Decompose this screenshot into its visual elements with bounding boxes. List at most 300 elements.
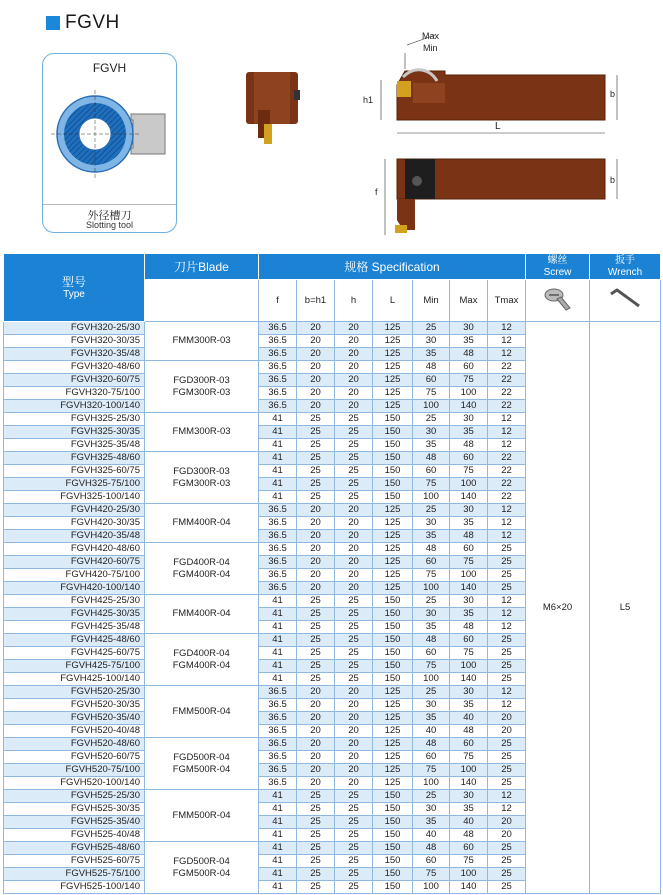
value-cell: 41 xyxy=(259,816,297,829)
value-cell: 36.5 xyxy=(259,556,297,569)
type-cell: FGVH420-30/35 xyxy=(4,517,145,530)
value-cell: 150 xyxy=(373,816,413,829)
value-cell: 125 xyxy=(373,348,413,361)
type-cell: FGVH320-75/100 xyxy=(4,387,145,400)
value-cell: 22 xyxy=(488,387,526,400)
blade-name: FGD500R-04 xyxy=(173,855,230,867)
blade-cell xyxy=(145,322,259,361)
value-cell: 20 xyxy=(335,387,373,400)
value-cell: 20 xyxy=(335,504,373,517)
value-cell: 36.5 xyxy=(259,686,297,699)
value-cell: 22 xyxy=(488,465,526,478)
blade-header: 刀片Blade xyxy=(145,254,259,280)
value-cell: 41 xyxy=(259,790,297,803)
value-cell: 25 xyxy=(488,751,526,764)
type-cell: FGVH325-25/30 xyxy=(4,413,145,426)
value-cell: 20 xyxy=(335,517,373,530)
value-cell: 20 xyxy=(297,348,335,361)
type-cell: FGVH425-48/60 xyxy=(4,634,145,647)
value-cell: 60 xyxy=(450,543,488,556)
value-cell: 12 xyxy=(488,413,526,426)
wrench-value: L5 xyxy=(590,322,661,894)
value-cell: 30 xyxy=(413,335,450,348)
value-cell: 25 xyxy=(335,413,373,426)
value-cell: 41 xyxy=(259,647,297,660)
h1-label: h1 xyxy=(363,95,374,105)
value-cell: 25 xyxy=(488,647,526,660)
value-cell: 20 xyxy=(488,725,526,738)
value-cell: 30 xyxy=(413,426,450,439)
value-cell: 60 xyxy=(413,751,450,764)
type-cell: FGVH525-60/75 xyxy=(4,855,145,868)
value-cell: 41 xyxy=(259,673,297,686)
wrench-icon xyxy=(607,286,643,312)
value-cell: 35 xyxy=(450,335,488,348)
value-cell: 25 xyxy=(297,634,335,647)
value-cell: 60 xyxy=(450,842,488,855)
value-cell: 60 xyxy=(450,452,488,465)
value-cell: 35 xyxy=(450,803,488,816)
type-cell: FGVH325-100/140 xyxy=(4,491,145,504)
header-area xyxy=(0,0,663,253)
type-cell: FGVH520-60/75 xyxy=(4,751,145,764)
col-max: Max xyxy=(450,280,488,322)
value-cell: 25 xyxy=(297,790,335,803)
value-cell: 60 xyxy=(413,374,450,387)
value-cell: 25 xyxy=(488,569,526,582)
value-cell: 25 xyxy=(297,868,335,881)
value-cell: 36.5 xyxy=(259,543,297,556)
type-cell: FGVH325-35/48 xyxy=(4,439,145,452)
value-cell: 20 xyxy=(335,712,373,725)
value-cell: 100 xyxy=(450,478,488,491)
value-cell: 30 xyxy=(450,686,488,699)
value-cell: 48 xyxy=(450,829,488,842)
value-cell: 125 xyxy=(373,777,413,790)
value-cell: 36.5 xyxy=(259,387,297,400)
value-cell: 40 xyxy=(413,829,450,842)
value-cell: 125 xyxy=(373,543,413,556)
value-cell: 48 xyxy=(413,634,450,647)
value-cell: 140 xyxy=(450,777,488,790)
application-card xyxy=(42,53,177,233)
value-cell: 25 xyxy=(335,621,373,634)
value-cell: 35 xyxy=(450,426,488,439)
value-cell: 22 xyxy=(488,491,526,504)
value-cell: 36.5 xyxy=(259,751,297,764)
value-cell: 48 xyxy=(450,725,488,738)
value-cell: 36.5 xyxy=(259,738,297,751)
value-cell: 36.5 xyxy=(259,712,297,725)
screw-image-cell xyxy=(526,280,590,322)
value-cell: 25 xyxy=(335,816,373,829)
value-cell: 20 xyxy=(335,738,373,751)
value-cell: 25 xyxy=(297,647,335,660)
value-cell: 25 xyxy=(335,634,373,647)
type-cell: FGVH425-100/140 xyxy=(4,673,145,686)
value-cell: 150 xyxy=(373,621,413,634)
b-label-bottom: b xyxy=(610,175,616,185)
type-cell: FGVH320-35/48 xyxy=(4,348,145,361)
value-cell: 25 xyxy=(297,842,335,855)
value-cell: 75 xyxy=(413,569,450,582)
value-cell: 30 xyxy=(450,322,488,335)
value-cell: 25 xyxy=(335,452,373,465)
value-cell: 125 xyxy=(373,751,413,764)
l-label: L xyxy=(495,121,501,132)
blade-name: FMM500R-04 xyxy=(172,809,231,821)
value-cell: 20 xyxy=(297,530,335,543)
type-cell: FGVH525-35/40 xyxy=(4,816,145,829)
value-cell: 75 xyxy=(450,556,488,569)
blade-name: FMM400R-04 xyxy=(172,608,231,619)
value-cell: 75 xyxy=(413,868,450,881)
blade-name: FGD400R-04 xyxy=(173,556,230,568)
value-cell: 20 xyxy=(335,361,373,374)
value-cell: 25 xyxy=(488,556,526,569)
value-cell: 20 xyxy=(297,335,335,348)
type-cell: FGVH520-30/35 xyxy=(4,699,145,712)
value-cell: 25 xyxy=(335,478,373,491)
blade-cell xyxy=(145,504,259,543)
value-cell: 20 xyxy=(297,764,335,777)
value-cell: 36.5 xyxy=(259,400,297,413)
slotting-workpiece-icon xyxy=(43,82,178,182)
type-cell: FGVH325-75/100 xyxy=(4,478,145,491)
spec-table xyxy=(3,253,661,894)
value-cell: 20 xyxy=(297,686,335,699)
value-cell: 36.5 xyxy=(259,777,297,790)
value-cell: 20 xyxy=(335,777,373,790)
value-cell: 22 xyxy=(488,361,526,374)
value-cell: 25 xyxy=(297,621,335,634)
value-cell: 25 xyxy=(335,491,373,504)
value-cell: 20 xyxy=(335,699,373,712)
blade-cell xyxy=(145,842,259,894)
value-cell: 20 xyxy=(297,777,335,790)
col-tmax: Tmax xyxy=(488,280,526,322)
value-cell: 25 xyxy=(335,803,373,816)
value-cell: 36.5 xyxy=(259,504,297,517)
value-cell: 150 xyxy=(373,790,413,803)
value-cell: 125 xyxy=(373,322,413,335)
type-cell: FGVH320-60/75 xyxy=(4,374,145,387)
value-cell: 150 xyxy=(373,881,413,894)
tool-end-view-image xyxy=(240,68,310,153)
value-cell: 41 xyxy=(259,855,297,868)
value-cell: 20 xyxy=(297,543,335,556)
value-cell: 41 xyxy=(259,413,297,426)
value-cell: 36.5 xyxy=(259,569,297,582)
value-cell: 25 xyxy=(335,855,373,868)
value-cell: 25 xyxy=(297,413,335,426)
value-cell: 12 xyxy=(488,686,526,699)
value-cell: 25 xyxy=(297,881,335,894)
type-cell: FGVH525-30/35 xyxy=(4,803,145,816)
type-cell: FGVH420-75/100 xyxy=(4,569,145,582)
blade-subheader xyxy=(145,280,259,322)
value-cell: 25 xyxy=(488,764,526,777)
value-cell: 20 xyxy=(488,816,526,829)
value-cell: 125 xyxy=(373,738,413,751)
value-cell: 125 xyxy=(373,335,413,348)
type-cell: FGVH420-100/140 xyxy=(4,582,145,595)
value-cell: 12 xyxy=(488,608,526,621)
value-cell: 41 xyxy=(259,491,297,504)
value-cell: 150 xyxy=(373,660,413,673)
value-cell: 25 xyxy=(335,868,373,881)
screw-icon xyxy=(543,286,573,312)
value-cell: 60 xyxy=(450,361,488,374)
value-cell: 125 xyxy=(373,764,413,777)
value-cell: 100 xyxy=(450,764,488,777)
value-cell: 20 xyxy=(297,400,335,413)
value-cell: 25 xyxy=(297,608,335,621)
value-cell: 140 xyxy=(450,491,488,504)
value-cell: 41 xyxy=(259,868,297,881)
value-cell: 12 xyxy=(488,322,526,335)
type-cell: FGVH525-40/48 xyxy=(4,829,145,842)
value-cell: 25 xyxy=(297,465,335,478)
b-label-top: b xyxy=(610,89,616,99)
max-label: Max xyxy=(422,31,440,41)
value-cell: 150 xyxy=(373,803,413,816)
value-cell: 20 xyxy=(297,699,335,712)
value-cell: 25 xyxy=(297,816,335,829)
type-cell: FGVH525-75/100 xyxy=(4,868,145,881)
value-cell: 25 xyxy=(297,673,335,686)
value-cell: 41 xyxy=(259,439,297,452)
value-cell: 41 xyxy=(259,595,297,608)
blade-cell xyxy=(145,543,259,595)
value-cell: 125 xyxy=(373,530,413,543)
value-cell: 25 xyxy=(488,543,526,556)
value-cell: 150 xyxy=(373,452,413,465)
type-cell: FGVH525-100/140 xyxy=(4,881,145,894)
blade-name: FMM300R-03 xyxy=(172,335,231,346)
value-cell: 150 xyxy=(373,855,413,868)
value-cell: 36.5 xyxy=(259,530,297,543)
value-cell: 20 xyxy=(297,322,335,335)
value-cell: 20 xyxy=(335,569,373,582)
value-cell: 25 xyxy=(488,881,526,894)
type-cell: FGVH520-40/48 xyxy=(4,725,145,738)
card-caption-en: Slotting tool xyxy=(85,220,134,230)
value-cell: 20 xyxy=(335,348,373,361)
value-cell: 100 xyxy=(413,881,450,894)
value-cell: 12 xyxy=(488,348,526,361)
value-cell: 140 xyxy=(450,881,488,894)
blade-name: FMM400R-04 xyxy=(172,517,231,528)
value-cell: 12 xyxy=(488,530,526,543)
blade-name: FMM300R-03 xyxy=(172,426,231,437)
value-cell: 150 xyxy=(373,868,413,881)
value-cell: 35 xyxy=(413,439,450,452)
value-cell: 20 xyxy=(297,387,335,400)
value-cell: 25 xyxy=(335,790,373,803)
value-cell: 75 xyxy=(413,478,450,491)
value-cell: 36.5 xyxy=(259,335,297,348)
value-cell: 75 xyxy=(413,764,450,777)
type-cell: FGVH325-30/35 xyxy=(4,426,145,439)
value-cell: 25 xyxy=(488,777,526,790)
value-cell: 75 xyxy=(450,751,488,764)
f-label: f xyxy=(375,187,378,197)
value-cell: 12 xyxy=(488,517,526,530)
value-cell: 30 xyxy=(450,504,488,517)
value-cell: 48 xyxy=(413,361,450,374)
value-cell: 150 xyxy=(373,426,413,439)
value-cell: 25 xyxy=(297,829,335,842)
value-cell: 41 xyxy=(259,621,297,634)
type-cell: FGVH320-30/35 xyxy=(4,335,145,348)
type-cell: FGVH520-100/140 xyxy=(4,777,145,790)
value-cell: 25 xyxy=(335,595,373,608)
value-cell: 20 xyxy=(297,725,335,738)
value-cell: 20 xyxy=(297,374,335,387)
screw-header: 螺丝 Screw xyxy=(526,254,590,280)
value-cell: 25 xyxy=(335,647,373,660)
value-cell: 75 xyxy=(450,855,488,868)
value-cell: 20 xyxy=(335,335,373,348)
value-cell: 36.5 xyxy=(259,764,297,777)
value-cell: 20 xyxy=(488,829,526,842)
value-cell: 25 xyxy=(413,595,450,608)
blade-name: FGD300R-03 xyxy=(173,465,230,477)
value-cell: 125 xyxy=(373,582,413,595)
value-cell: 20 xyxy=(335,400,373,413)
value-cell: 22 xyxy=(488,374,526,387)
blade-cell xyxy=(145,361,259,413)
value-cell: 36.5 xyxy=(259,361,297,374)
value-cell: 150 xyxy=(373,478,413,491)
value-cell: 48 xyxy=(413,738,450,751)
type-cell: FGVH520-35/40 xyxy=(4,712,145,725)
value-cell: 41 xyxy=(259,465,297,478)
value-cell: 25 xyxy=(335,439,373,452)
value-cell: 75 xyxy=(450,374,488,387)
value-cell: 25 xyxy=(297,478,335,491)
value-cell: 25 xyxy=(488,673,526,686)
type-cell: FGVH420-25/30 xyxy=(4,504,145,517)
value-cell: 25 xyxy=(488,660,526,673)
value-cell: 20 xyxy=(335,751,373,764)
value-cell: 41 xyxy=(259,634,297,647)
type-cell: FGVH325-60/75 xyxy=(4,465,145,478)
value-cell: 100 xyxy=(450,569,488,582)
value-cell: 30 xyxy=(413,699,450,712)
value-cell: 12 xyxy=(488,699,526,712)
blade-name: FGD300R-03 xyxy=(173,374,230,386)
value-cell: 75 xyxy=(450,647,488,660)
tool-side-view-drawing xyxy=(355,25,630,250)
value-cell: 25 xyxy=(488,634,526,647)
value-cell: 25 xyxy=(297,595,335,608)
value-cell: 60 xyxy=(413,556,450,569)
blade-cell xyxy=(145,686,259,738)
value-cell: 100 xyxy=(450,868,488,881)
value-cell: 25 xyxy=(335,426,373,439)
value-cell: 75 xyxy=(413,387,450,400)
value-cell: 25 xyxy=(297,452,335,465)
value-cell: 48 xyxy=(450,621,488,634)
type-cell: FGVH425-30/35 xyxy=(4,608,145,621)
value-cell: 22 xyxy=(488,452,526,465)
value-cell: 100 xyxy=(413,491,450,504)
value-cell: 20 xyxy=(335,725,373,738)
value-cell: 48 xyxy=(413,543,450,556)
value-cell: 41 xyxy=(259,452,297,465)
type-cell: FGVH320-48/60 xyxy=(4,361,145,374)
blade-cell xyxy=(145,738,259,790)
value-cell: 25 xyxy=(297,439,335,452)
value-cell: 30 xyxy=(450,790,488,803)
value-cell: 36.5 xyxy=(259,725,297,738)
card-title: FGVH xyxy=(92,61,127,75)
value-cell: 20 xyxy=(297,504,335,517)
value-cell: 36.5 xyxy=(259,582,297,595)
blade-name: FGM500R-04 xyxy=(172,867,231,879)
product-title: FGVH xyxy=(46,12,120,34)
type-cell: FGVH420-48/60 xyxy=(4,543,145,556)
value-cell: 22 xyxy=(488,478,526,491)
value-cell: 60 xyxy=(450,634,488,647)
value-cell: 20 xyxy=(335,530,373,543)
col-l: L xyxy=(373,280,413,322)
value-cell: 12 xyxy=(488,504,526,517)
type-cell: FGVH325-48/60 xyxy=(4,452,145,465)
value-cell: 12 xyxy=(488,803,526,816)
value-cell: 25 xyxy=(413,504,450,517)
value-cell: 12 xyxy=(488,335,526,348)
value-cell: 48 xyxy=(413,452,450,465)
value-cell: 41 xyxy=(259,803,297,816)
value-cell: 36.5 xyxy=(259,517,297,530)
value-cell: 125 xyxy=(373,686,413,699)
type-cell: FGVH420-35/48 xyxy=(4,530,145,543)
wrench-header: 扳手 Wrench xyxy=(590,254,661,280)
value-cell: 20 xyxy=(297,738,335,751)
col-b-h1: b=h1 xyxy=(297,280,335,322)
value-cell: 20 xyxy=(335,374,373,387)
value-cell: 22 xyxy=(488,400,526,413)
value-cell: 36.5 xyxy=(259,322,297,335)
card-caption-cn: 外径槽刀 xyxy=(87,210,132,222)
value-cell: 48 xyxy=(450,439,488,452)
value-cell: 20 xyxy=(297,517,335,530)
value-cell: 100 xyxy=(413,582,450,595)
value-cell: 60 xyxy=(450,738,488,751)
value-cell: 20 xyxy=(335,582,373,595)
blade-cell xyxy=(145,634,259,686)
value-cell: 25 xyxy=(297,855,335,868)
type-cell: FGVH525-48/60 xyxy=(4,842,145,855)
value-cell: 35 xyxy=(413,530,450,543)
value-cell: 150 xyxy=(373,491,413,504)
value-cell: 60 xyxy=(413,855,450,868)
value-cell: 125 xyxy=(373,374,413,387)
value-cell: 12 xyxy=(488,439,526,452)
value-cell: 25 xyxy=(335,842,373,855)
value-cell: 140 xyxy=(450,673,488,686)
value-cell: 150 xyxy=(373,608,413,621)
wrench-image-cell xyxy=(590,280,661,322)
card-divider xyxy=(43,204,176,205)
value-cell: 100 xyxy=(450,660,488,673)
value-cell: 125 xyxy=(373,699,413,712)
type-cell: FGVH525-25/30 xyxy=(4,790,145,803)
value-cell: 20 xyxy=(297,361,335,374)
